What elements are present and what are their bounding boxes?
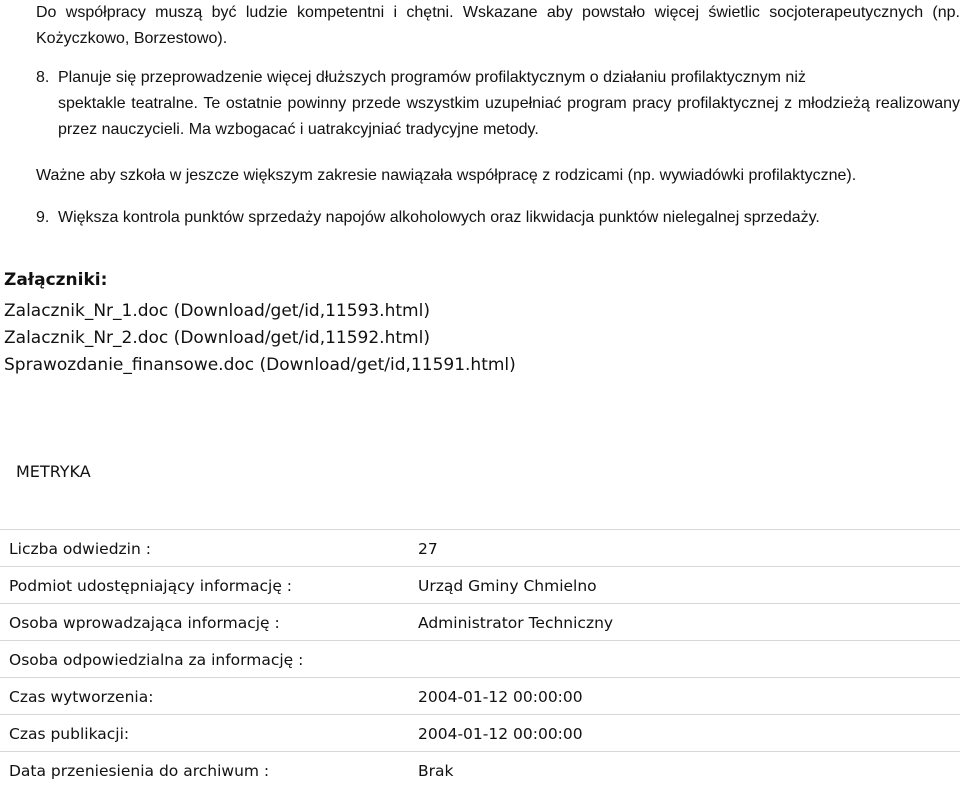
attachment-item bbox=[4, 352, 516, 379]
metryka-value: 27 bbox=[418, 540, 438, 558]
metryka-label: Czas publikacji: bbox=[9, 725, 130, 743]
paragraph-cooperation: Do współpracy muszą być ludzie kompetentni i chętni. Wskazane aby powstało więcej świetlic socjoterapeutycznych (np. Kożyczkowo, Borzestowo). bbox=[36, 4, 960, 47]
paragraph-item-9 bbox=[36, 205, 960, 231]
attachments-heading: Załączniki: bbox=[4, 270, 108, 290]
metryka-heading: METRYKA bbox=[16, 462, 91, 481]
item-number: 8. bbox=[36, 69, 50, 86]
attachments-list bbox=[4, 298, 516, 379]
metryka-value: Brak bbox=[418, 762, 454, 780]
attachment-link-1[interactable]: Zalacznik_Nr_1.doc (Download/get/id,11593.html) bbox=[4, 301, 430, 321]
metryka-table bbox=[0, 529, 960, 788]
metryka-value: Urząd Gminy Chmielno bbox=[418, 577, 597, 595]
paragraph-school-parents: Ważne aby szkoła w jeszcze większym zakresie nawiązała współpracę z rodzicami (np. wywiadówki profilaktyczne). bbox=[36, 167, 857, 184]
paragraph-item-8-continuation: spektakle teatralne. Te ostatnie powinny przede wszystkim uzupełniać program pracy profilaktycznej z młodzieżą realizowany przez nauczycieli. Ma wzbogacać i uatrakcyjniać tradycyjne metody. bbox=[58, 95, 960, 138]
metryka-value: 2004-01-12 00:00:00 bbox=[418, 725, 583, 743]
metryka-row-created bbox=[0, 677, 960, 714]
attachment-link-2[interactable]: Zalacznik_Nr_2.doc (Download/get/id,11592.html) bbox=[4, 328, 430, 348]
metryka-row-archived bbox=[0, 751, 960, 788]
item-number: 9. bbox=[36, 209, 50, 226]
metryka-row-responsible bbox=[0, 640, 960, 677]
metryka-label: Podmiot udostępniający informację : bbox=[9, 577, 293, 595]
metryka-value: 2004-01-12 00:00:00 bbox=[418, 688, 583, 706]
metryka-label: Osoba wprowadzająca informację : bbox=[9, 614, 280, 632]
metryka-row-publisher bbox=[0, 566, 960, 603]
metryka-label: Liczba odwiedzin : bbox=[9, 540, 151, 558]
attachment-item bbox=[4, 325, 516, 352]
metryka-label: Osoba odpowiedzialna za informację : bbox=[9, 651, 304, 669]
attachment-item bbox=[4, 298, 516, 325]
metryka-label: Czas wytworzenia: bbox=[9, 688, 154, 706]
metryka-row-visits bbox=[0, 529, 960, 566]
paragraph-item-8 bbox=[36, 65, 960, 143]
attachment-link-3[interactable]: Sprawozdanie_finansowe.doc (Download/get/id,11591.html) bbox=[4, 355, 516, 375]
metryka-label: Data przeniesienia do archiwum : bbox=[9, 762, 270, 780]
paragraph-item-8-first-line: Planuje się przeprowadzenie więcej dłuższych programów profilaktycznym o działaniu profilaktycznym niż bbox=[58, 69, 806, 86]
metryka-value: Administrator Techniczny bbox=[418, 614, 614, 632]
metryka-row-entered-by bbox=[0, 603, 960, 640]
paragraph-item-9-text: Większa kontrola punktów sprzedaży napojów alkoholowych oraz likwidacja punktów nielegalnej sprzedaży. bbox=[58, 209, 820, 226]
metryka-row-published bbox=[0, 714, 960, 751]
